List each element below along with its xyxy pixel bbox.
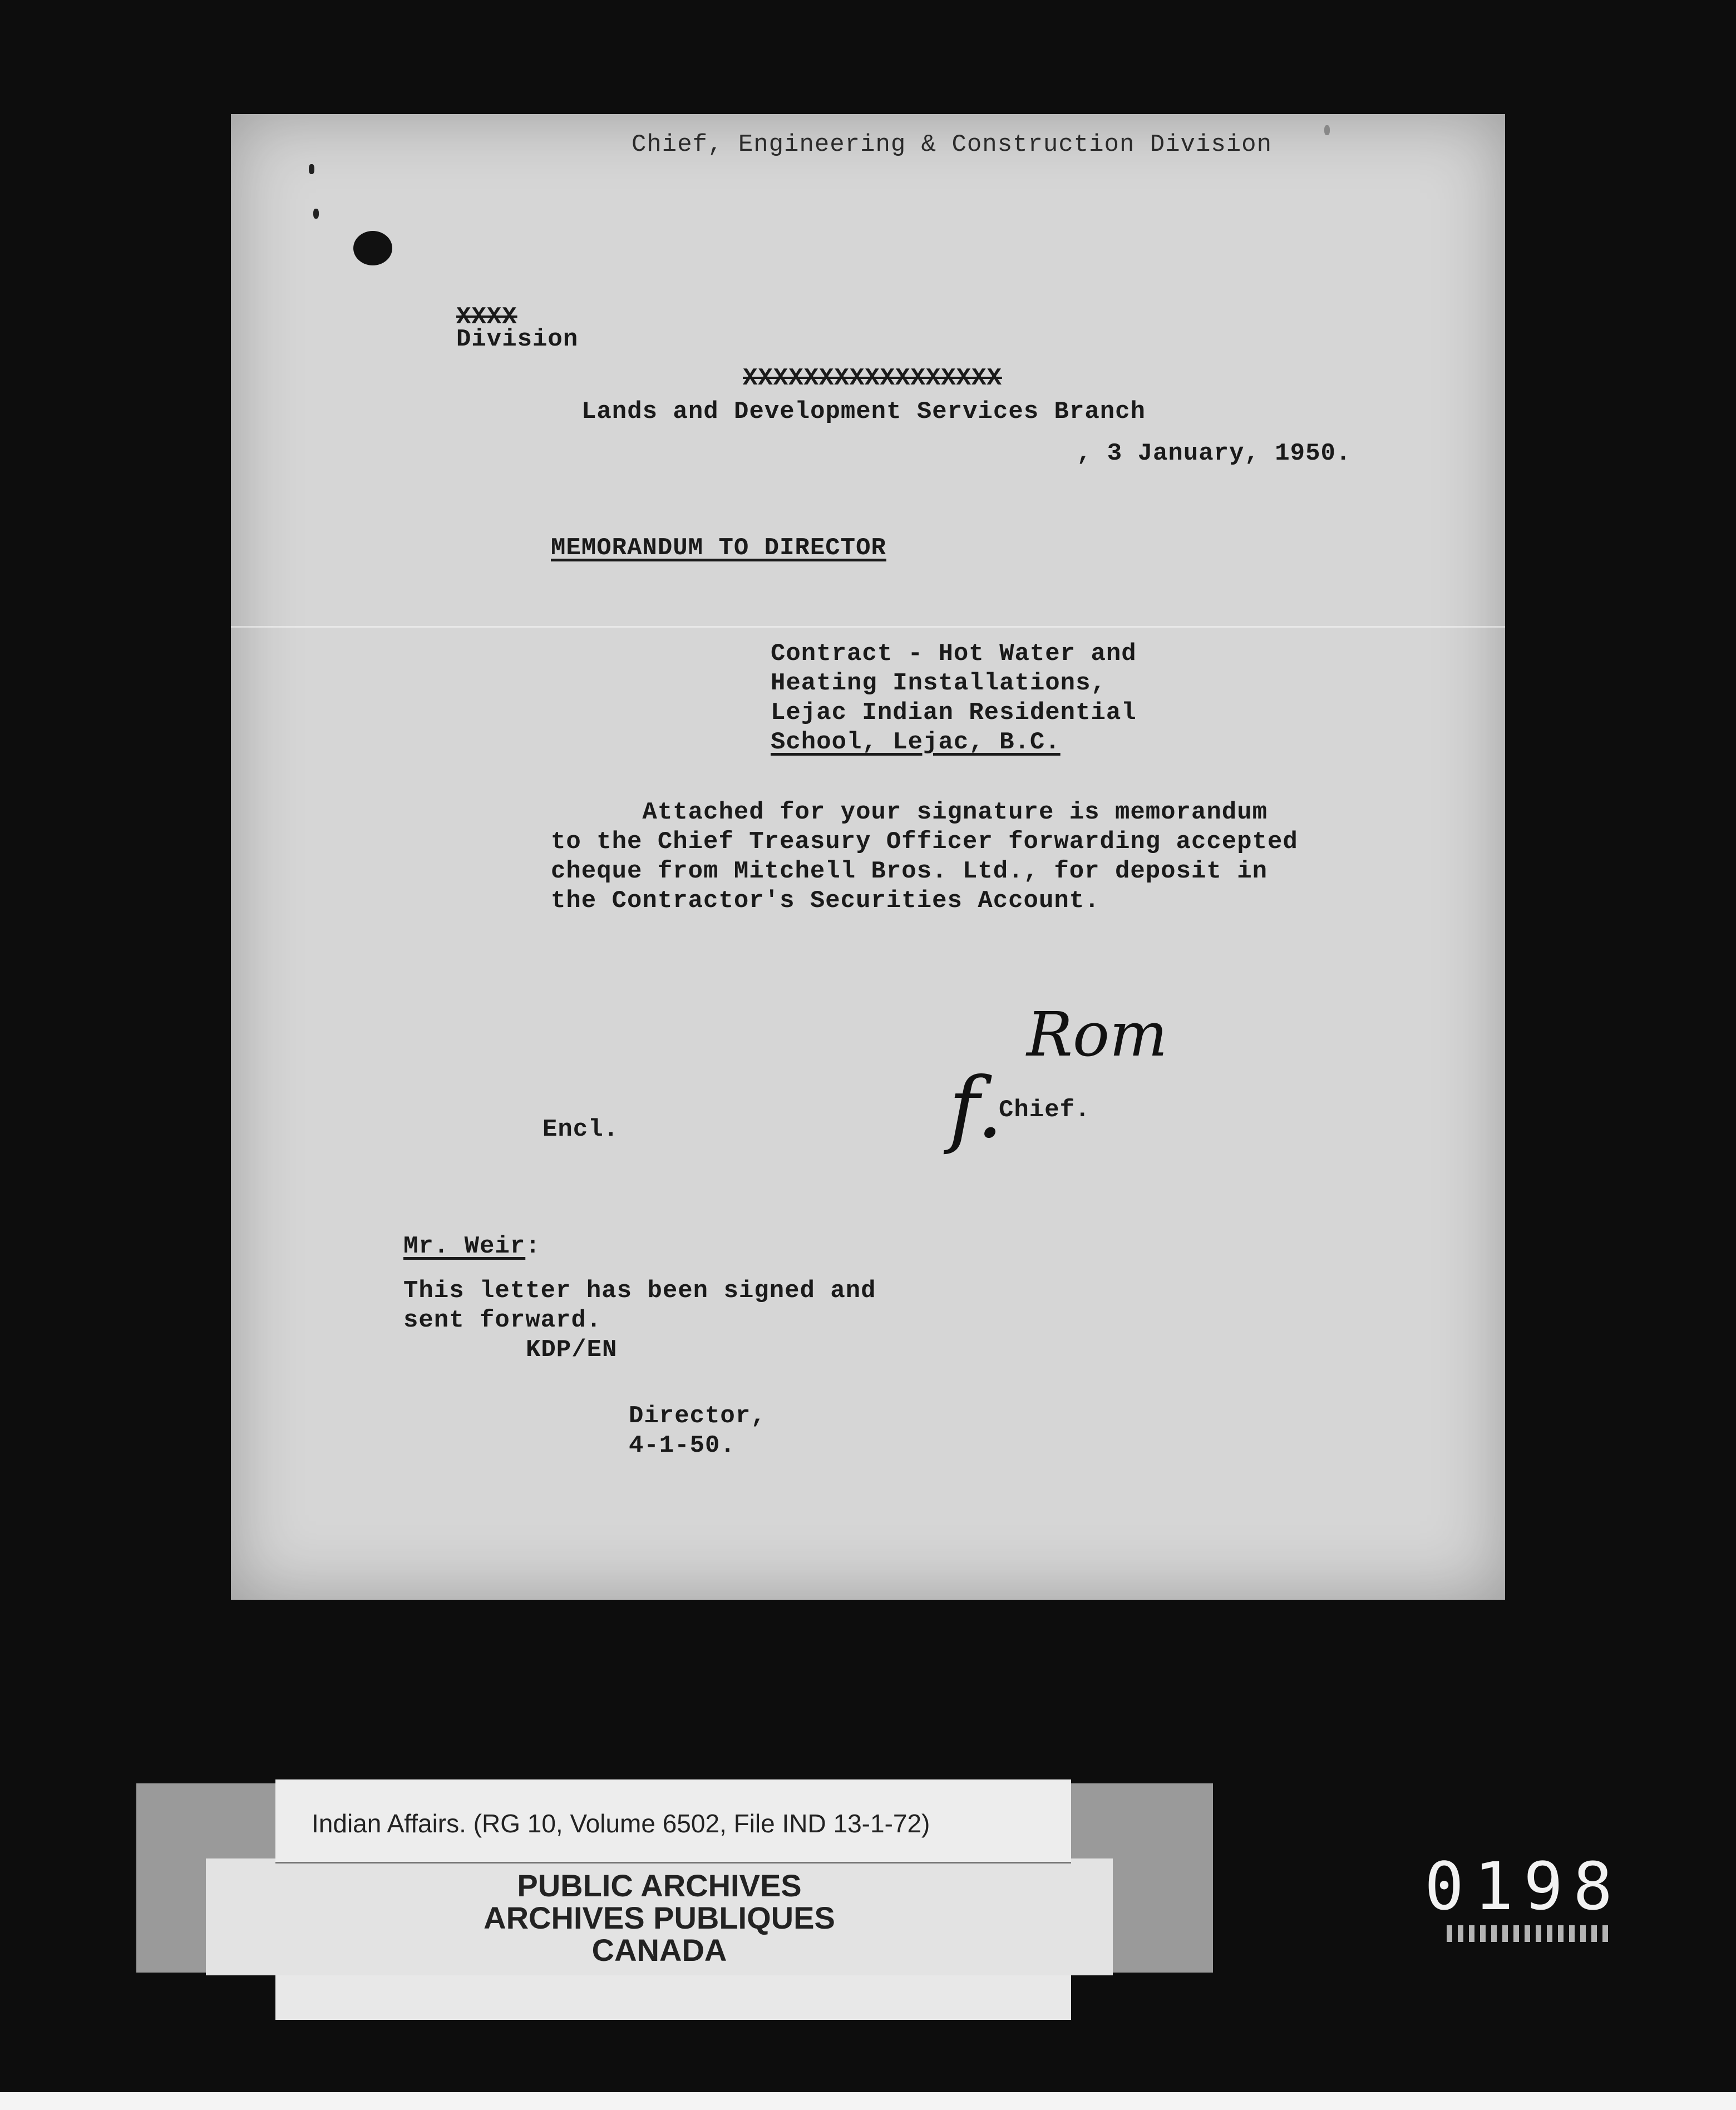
body-line: to the Chief Treasury Officer forwarding accepted: [551, 828, 1298, 856]
ink-blot: [353, 231, 392, 265]
director-date: 4-1-50.: [629, 1432, 736, 1460]
branch-strike: XXXXXXXXXXXXXXXXX: [743, 364, 1002, 392]
note-line: This letter has been signed and: [403, 1277, 876, 1305]
frame-number-base: [1447, 1925, 1608, 1942]
document-page: [231, 114, 1505, 1600]
body-line: the Contractor's Securities Account.: [551, 887, 1100, 915]
paper-speck: [1324, 125, 1330, 135]
note-line: sent forward.: [403, 1307, 602, 1334]
page-fold: [231, 626, 1505, 628]
body-line: cheque from Mitchell Bros. Ltd., for deposit in: [551, 857, 1268, 885]
archives-line: CANADA: [591, 1932, 727, 1968]
addressee: [403, 1233, 541, 1260]
memo-date: , 3 January, 1950.: [1077, 440, 1352, 467]
archives-stamp: [206, 1870, 1113, 1966]
archives-line: ARCHIVES PUBLIQUES: [484, 1900, 835, 1935]
frame-number: 0198: [1424, 1848, 1623, 1925]
subject-line: School, Lejac, B.C.: [771, 728, 1061, 756]
signature-prefix: f.: [949, 1060, 1003, 1157]
addressee-colon: :: [525, 1233, 541, 1260]
memo-title: MEMORANDUM TO DIRECTOR: [551, 534, 886, 562]
header-right: Chief, Engineering & Construction Division: [632, 131, 1272, 159]
subject-line: Lejac Indian Residential: [771, 699, 1137, 727]
archive-citation: Indian Affairs. (RG 10, Volume 6502, File IND 13-1-72): [312, 1809, 930, 1838]
addressee-name: Mr. Weir: [403, 1233, 526, 1260]
note-initials: KDP/EN: [526, 1336, 618, 1364]
signature-initials: Rom: [1027, 999, 1168, 1070]
subject-line: Contract - Hot Water and: [771, 640, 1137, 668]
division-label: Division: [456, 326, 579, 353]
archives-line: PUBLIC ARCHIVES: [517, 1868, 802, 1903]
director-line: Director,: [629, 1402, 766, 1430]
enclosure-note: Encl.: [542, 1116, 619, 1143]
paper-speck: [309, 164, 314, 174]
film-edge: [0, 2092, 1736, 2110]
paper-speck: [313, 209, 319, 219]
body-line: Attached for your signature is memorandum: [551, 798, 1268, 826]
label-lower-strip: [275, 1975, 1071, 2020]
division-strike: XXXX: [456, 303, 517, 331]
branch-name: Lands and Development Services Branch: [581, 398, 1146, 426]
subject-line: Heating Installations,: [771, 669, 1106, 697]
signature-title: Chief.: [999, 1096, 1091, 1124]
